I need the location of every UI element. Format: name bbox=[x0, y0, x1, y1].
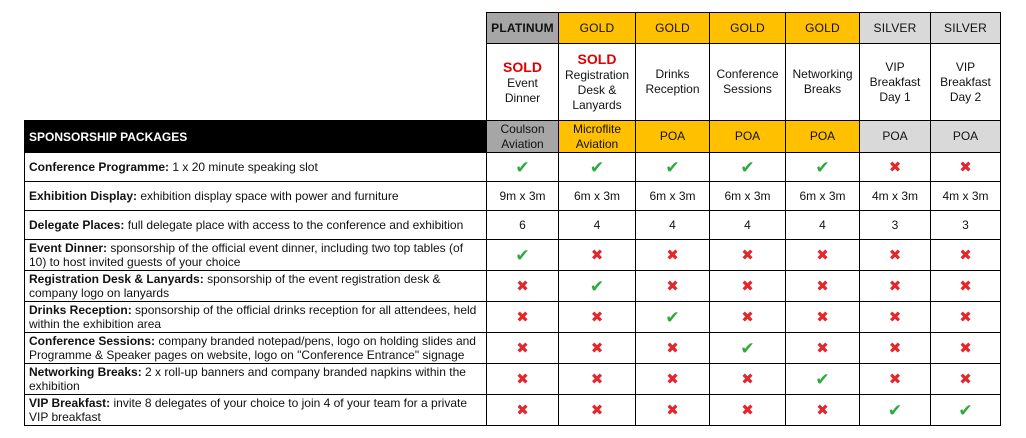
cross-icon: ✖ bbox=[590, 308, 604, 326]
check-icon: ✔ bbox=[515, 245, 530, 265]
excluded-cell bbox=[931, 302, 1001, 333]
value-cell: 6m x 3m bbox=[559, 182, 636, 211]
feature-description bbox=[25, 182, 487, 211]
feature-text: company branded notepad/pens, logo on holding slides and Programme & Speaker pages on website, logo on "Conference Entrance" signage bbox=[29, 334, 476, 362]
feature-text: sponsorship of the official event dinner, including two top tables (of 10) to host invited guests of your choice bbox=[29, 241, 464, 269]
sold-label: SOLD bbox=[503, 58, 542, 75]
excluded-cell bbox=[931, 333, 1001, 364]
feature-row-exhibition-display bbox=[25, 182, 1001, 211]
excluded-cell bbox=[931, 364, 1001, 395]
excluded-cell bbox=[559, 395, 636, 426]
feature-title: Registration Desk & Lanyards: bbox=[29, 272, 204, 286]
package-conference-sessions: Conference Sessions bbox=[710, 44, 786, 121]
cross-icon: ✖ bbox=[590, 370, 604, 388]
excluded-cell bbox=[710, 302, 786, 333]
tier-platinum: PLATINUM bbox=[487, 13, 559, 44]
cross-icon: ✖ bbox=[516, 370, 529, 388]
cross-icon: ✖ bbox=[741, 246, 754, 264]
included-cell bbox=[487, 240, 559, 271]
feature-description bbox=[25, 333, 487, 364]
sponsor-name: Microflite Aviation bbox=[559, 121, 636, 153]
value-cell: 6 bbox=[487, 211, 559, 240]
value-cell: 3 bbox=[860, 211, 931, 240]
check-icon: ✔ bbox=[740, 157, 755, 177]
included-cell bbox=[786, 153, 860, 182]
tier-row bbox=[25, 13, 1001, 44]
feature-title: Networking Breaks: bbox=[29, 365, 142, 379]
excluded-cell bbox=[559, 240, 636, 271]
cross-icon: ✖ bbox=[516, 308, 529, 326]
tier-gold: GOLD bbox=[559, 13, 636, 44]
excluded-cell bbox=[710, 364, 786, 395]
package-event-dinner: SOLD Event Dinner bbox=[487, 44, 559, 121]
excluded-cell bbox=[786, 395, 860, 426]
cross-icon: ✖ bbox=[959, 370, 972, 388]
sponsor-row bbox=[25, 121, 1001, 153]
check-icon: ✔ bbox=[665, 157, 680, 177]
feature-title: Drinks Reception: bbox=[29, 303, 132, 317]
cross-icon: ✖ bbox=[959, 246, 972, 264]
sponsor-poa: POA bbox=[710, 121, 786, 153]
sponsor-poa: POA bbox=[931, 121, 1001, 153]
sponsor-poa: POA bbox=[860, 121, 931, 153]
check-icon: ✔ bbox=[589, 157, 605, 177]
included-cell bbox=[559, 153, 636, 182]
value-cell: 6m x 3m bbox=[710, 182, 786, 211]
excluded-cell bbox=[487, 333, 559, 364]
package-name-row bbox=[25, 44, 1001, 121]
value-cell: 4 bbox=[786, 211, 860, 240]
tier-gold: GOLD bbox=[710, 13, 786, 44]
value-cell: 4 bbox=[636, 211, 710, 240]
sponsorship-table bbox=[24, 12, 1001, 426]
excluded-cell bbox=[487, 271, 559, 302]
cross-icon: ✖ bbox=[516, 401, 529, 419]
cross-icon: ✖ bbox=[816, 308, 829, 326]
excluded-cell bbox=[860, 302, 931, 333]
excluded-cell bbox=[860, 153, 931, 182]
cross-icon: ✖ bbox=[888, 308, 902, 326]
tier-silver: SILVER bbox=[860, 13, 931, 44]
excluded-cell bbox=[860, 271, 931, 302]
feature-title: Delegate Places: bbox=[29, 218, 125, 232]
value-cell: 4 bbox=[559, 211, 636, 240]
excluded-cell bbox=[487, 302, 559, 333]
feature-row-registration-desk-and-lanyards bbox=[25, 271, 1001, 302]
feature-title: Conference Sessions: bbox=[29, 334, 156, 348]
package-networking-breaks: Networking Breaks bbox=[786, 44, 860, 121]
excluded-cell bbox=[786, 240, 860, 271]
sponsor-poa: POA bbox=[636, 121, 710, 153]
package-vip-breakfast-day-1: VIP Breakfast Day 1 bbox=[860, 44, 931, 121]
included-cell bbox=[636, 302, 710, 333]
check-icon: ✔ bbox=[515, 157, 530, 177]
cross-icon: ✖ bbox=[666, 339, 679, 357]
excluded-cell bbox=[786, 302, 860, 333]
value-cell: 4m x 3m bbox=[860, 182, 931, 211]
corner-blank bbox=[25, 44, 487, 121]
check-icon: ✔ bbox=[665, 307, 680, 327]
excluded-cell bbox=[931, 240, 1001, 271]
package-registration-desk: SOLD Registration Desk & Lanyards bbox=[559, 44, 636, 121]
feature-description bbox=[25, 153, 487, 182]
feature-row-vip-breakfast bbox=[25, 395, 1001, 426]
value-cell: 4m x 3m bbox=[931, 182, 1001, 211]
feature-text: 2 x roll-up banners and company branded napkins within the exhibition bbox=[29, 365, 466, 393]
feature-title: VIP Breakfast: bbox=[29, 396, 111, 410]
feature-row-delegate-places bbox=[25, 211, 1001, 240]
included-cell bbox=[786, 364, 860, 395]
check-icon: ✔ bbox=[958, 400, 973, 420]
value-cell: 6m x 3m bbox=[786, 182, 860, 211]
cross-icon: ✖ bbox=[816, 401, 829, 419]
cross-icon: ✖ bbox=[816, 339, 829, 357]
tier-silver: SILVER bbox=[931, 13, 1001, 44]
check-icon: ✔ bbox=[887, 400, 903, 420]
cross-icon: ✖ bbox=[666, 370, 679, 388]
feature-text: invite 8 delegates of your choice to join 4 of your team for a private VIP breakfast bbox=[29, 396, 468, 424]
excluded-cell bbox=[931, 271, 1001, 302]
sponsor-name: Coulson Aviation bbox=[487, 121, 559, 153]
excluded-cell bbox=[786, 333, 860, 364]
value-cell: 3 bbox=[931, 211, 1001, 240]
cross-icon: ✖ bbox=[741, 370, 754, 388]
excluded-cell bbox=[559, 302, 636, 333]
feature-row-event-dinner bbox=[25, 240, 1001, 271]
included-cell bbox=[487, 153, 559, 182]
value-cell: 9m x 3m bbox=[487, 182, 559, 211]
excluded-cell bbox=[710, 271, 786, 302]
feature-text: sponsorship of the event registration desk & company logo on lanyards bbox=[29, 272, 441, 300]
excluded-cell bbox=[559, 364, 636, 395]
excluded-cell bbox=[931, 153, 1001, 182]
value-cell: 6m x 3m bbox=[636, 182, 710, 211]
included-cell bbox=[931, 395, 1001, 426]
feature-row-conference-programme bbox=[25, 153, 1001, 182]
feature-title: Conference Programme: bbox=[29, 160, 170, 174]
cross-icon: ✖ bbox=[741, 277, 754, 295]
excluded-cell bbox=[786, 271, 860, 302]
check-icon: ✔ bbox=[740, 338, 755, 358]
cross-icon: ✖ bbox=[888, 339, 902, 357]
value-cell: 4 bbox=[710, 211, 786, 240]
cross-icon: ✖ bbox=[590, 246, 604, 264]
tier-gold: GOLD bbox=[636, 13, 710, 44]
feature-text: full delegate place with access to the conference and exhibition bbox=[127, 218, 464, 232]
included-cell bbox=[860, 395, 931, 426]
excluded-cell bbox=[487, 364, 559, 395]
feature-row-conference-sessions bbox=[25, 333, 1001, 364]
cross-icon: ✖ bbox=[959, 158, 972, 176]
feature-description bbox=[25, 240, 487, 271]
feature-rows bbox=[25, 153, 1001, 426]
cross-icon: ✖ bbox=[741, 308, 754, 326]
excluded-cell bbox=[860, 240, 931, 271]
included-cell bbox=[710, 153, 786, 182]
excluded-cell bbox=[636, 240, 710, 271]
cross-icon: ✖ bbox=[666, 246, 679, 264]
sponsor-poa: POA bbox=[786, 121, 860, 153]
feature-text: 1 x 20 minute speaking slot bbox=[172, 160, 318, 174]
cross-icon: ✖ bbox=[741, 401, 754, 419]
corner-blank bbox=[25, 13, 487, 44]
tier-gold: GOLD bbox=[786, 13, 860, 44]
included-cell bbox=[636, 153, 710, 182]
cross-icon: ✖ bbox=[959, 339, 972, 357]
feature-title: Event Dinner: bbox=[29, 241, 108, 255]
feature-text: sponsorship of the official drinks reception for all attendees, held within the exhibition area bbox=[29, 303, 477, 331]
excluded-cell bbox=[636, 364, 710, 395]
sponsorship-packages-heading: SPONSORSHIP PACKAGES bbox=[25, 121, 487, 153]
included-cell bbox=[559, 271, 636, 302]
cross-icon: ✖ bbox=[666, 401, 679, 419]
cross-icon: ✖ bbox=[888, 246, 902, 264]
feature-description bbox=[25, 302, 487, 333]
feature-description bbox=[25, 364, 487, 395]
feature-row-networking-breaks bbox=[25, 364, 1001, 395]
excluded-cell bbox=[860, 333, 931, 364]
excluded-cell bbox=[710, 240, 786, 271]
feature-text: exhibition display space with power and furniture bbox=[140, 189, 399, 203]
cross-icon: ✖ bbox=[959, 277, 972, 295]
cross-icon: ✖ bbox=[816, 277, 829, 295]
excluded-cell bbox=[710, 395, 786, 426]
cross-icon: ✖ bbox=[816, 246, 829, 264]
cross-icon: ✖ bbox=[516, 277, 529, 295]
check-icon: ✔ bbox=[815, 157, 830, 177]
excluded-cell bbox=[559, 333, 636, 364]
feature-row-drinks-reception bbox=[25, 302, 1001, 333]
included-cell bbox=[710, 333, 786, 364]
cross-icon: ✖ bbox=[888, 277, 902, 295]
excluded-cell bbox=[860, 364, 931, 395]
feature-title: Exhibition Display: bbox=[29, 189, 138, 203]
package-vip-breakfast-day-2: VIP Breakfast Day 2 bbox=[931, 44, 1001, 121]
cross-icon: ✖ bbox=[888, 158, 902, 176]
cross-icon: ✖ bbox=[516, 339, 529, 357]
cross-icon: ✖ bbox=[888, 370, 902, 388]
cross-icon: ✖ bbox=[666, 277, 679, 295]
cross-icon: ✖ bbox=[590, 339, 604, 357]
check-icon: ✔ bbox=[815, 369, 830, 389]
excluded-cell bbox=[487, 395, 559, 426]
cross-icon: ✖ bbox=[590, 401, 604, 419]
feature-description bbox=[25, 271, 487, 302]
check-icon: ✔ bbox=[589, 276, 605, 296]
feature-description bbox=[25, 211, 487, 240]
sold-label: SOLD bbox=[577, 51, 617, 67]
package-drinks-reception: Drinks Reception bbox=[636, 44, 710, 121]
excluded-cell bbox=[636, 333, 710, 364]
cross-icon: ✖ bbox=[959, 308, 972, 326]
feature-description bbox=[25, 395, 487, 426]
excluded-cell bbox=[636, 271, 710, 302]
excluded-cell bbox=[636, 395, 710, 426]
